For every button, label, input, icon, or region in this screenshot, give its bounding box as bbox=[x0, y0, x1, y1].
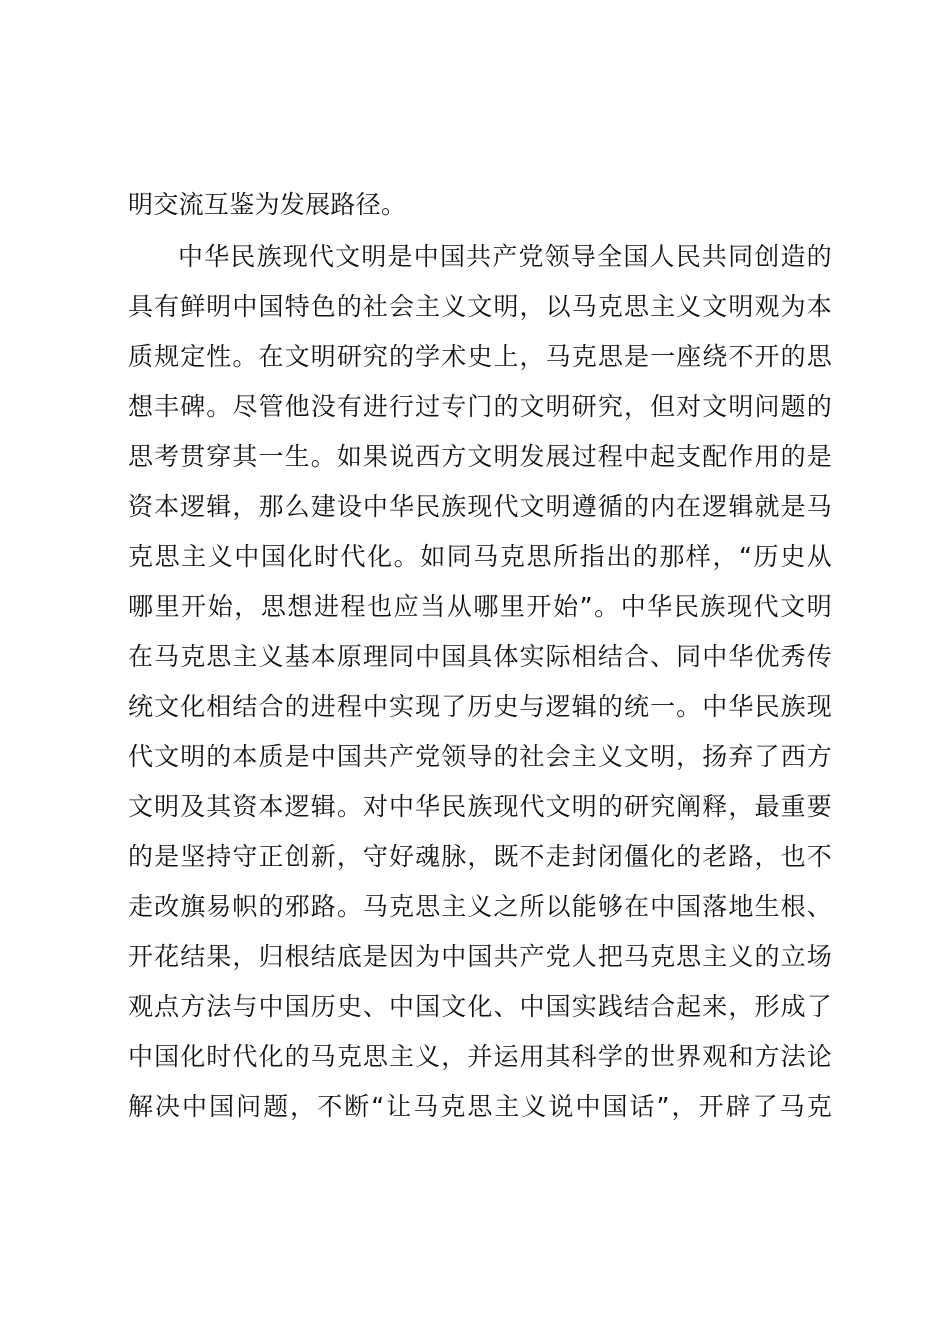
paragraph-2-line: 哪里开始，思想进程也应当从哪里开始”。中华民族现代文明 bbox=[128, 592, 832, 621]
paragraph-2-line: 思考贯穿其一生。如果说西方文明发展过程中起支配作用的是 bbox=[128, 442, 832, 471]
paragraph-2-line: 代文明的本质是中国共产党领导的社会主义文明，扬弃了西方 bbox=[128, 742, 832, 771]
paragraph-2-line: 观点方法与中国历史、中国文化、中国实践结合起来，形成了 bbox=[128, 992, 832, 1021]
paragraph-2-line: 中华民族现代文明是中国共产党领导全国人民共同创造的 bbox=[178, 242, 832, 271]
paragraph-2-line: 资本逻辑，那么建设中华民族现代文明遵循的内在逻辑就是马 bbox=[128, 492, 832, 521]
paragraph-2-line: 的是坚持守正创新，守好魂脉，既不走封闭僵化的老路，也不 bbox=[128, 842, 832, 871]
paragraph-2-line: 解决中国问题，不断“让马克思主义说中国话”，开辟了马克 bbox=[128, 1092, 832, 1121]
paragraph-2-line: 走改旗易帜的邪路。马克思主义之所以能够在中国落地生根、 bbox=[128, 892, 832, 921]
paragraph-2-line: 中国化时代化的马克思主义，并运用其科学的世界观和方法论 bbox=[128, 1042, 832, 1071]
paragraph-2-line: 具有鲜明中国特色的社会主义文明，以马克思主义文明观为本 bbox=[128, 292, 832, 321]
paragraph-2-line: 统文化相结合的进程中实现了历史与逻辑的统一。中华民族现 bbox=[128, 692, 832, 721]
paragraph-2-line: 想丰碑。尽管他没有进行过专门的文明研究，但对文明问题的 bbox=[128, 392, 832, 421]
body-text bbox=[128, 180, 832, 1132]
paragraph-2-line: 质规定性。在文明研究的学术史上，马克思是一座绕不开的思 bbox=[128, 342, 832, 371]
paragraph-2-line: 文明及其资本逻辑。对中华民族现代文明的研究阐释，最重要 bbox=[128, 792, 832, 821]
paragraph-2-line: 在马克思主义基本原理同中国具体实际相结合、同中华优秀传 bbox=[128, 642, 832, 671]
paragraph-2-line: 克思主义中国化时代化。如同马克思所指出的那样，“历史从 bbox=[128, 542, 832, 571]
paragraph-2-line: 开花结果，归根结底是因为中国共产党人把马克思主义的立场 bbox=[128, 942, 832, 971]
paragraph-1-line: 明交流互鉴为发展路径。 bbox=[128, 190, 407, 219]
